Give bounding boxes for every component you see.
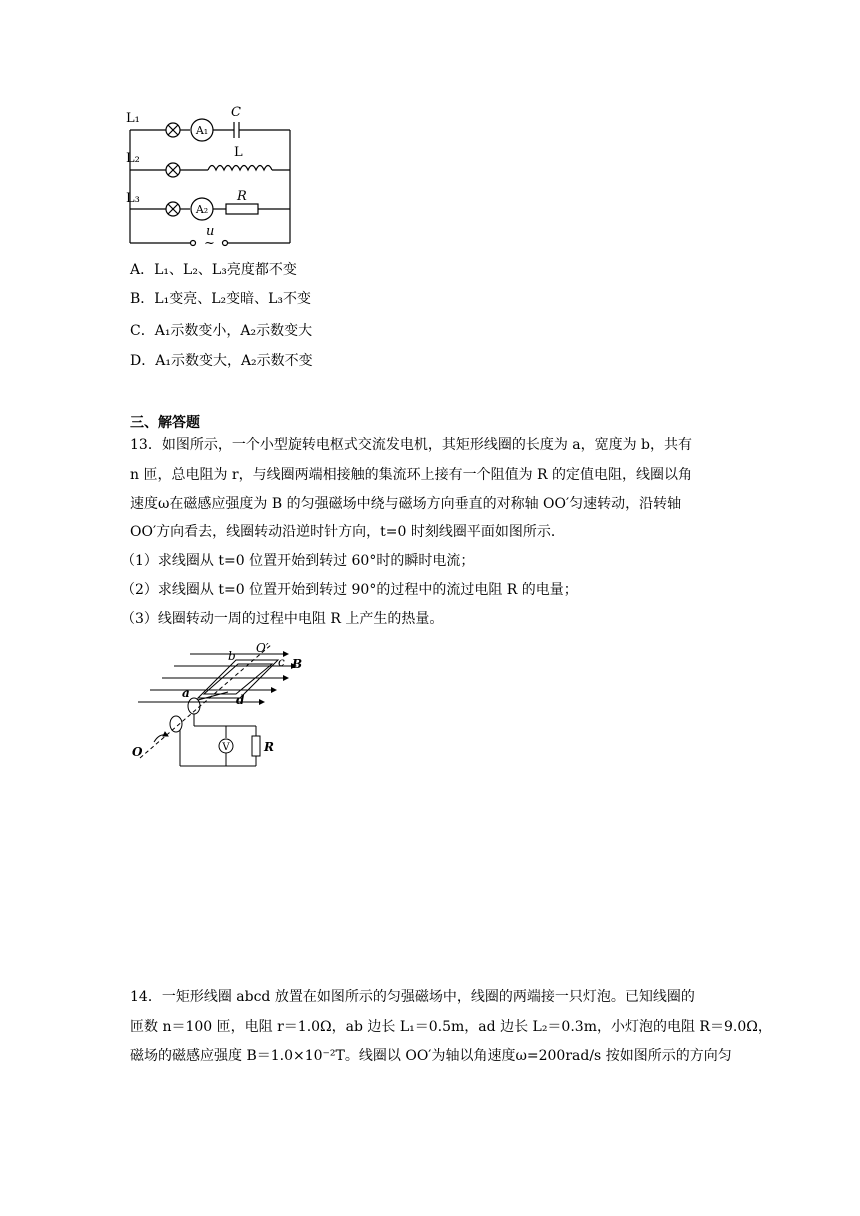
option-a: A．L₁、L₂、L₃亮度都不变 (130, 262, 297, 278)
label-a: a (182, 686, 190, 700)
label-L2: L₂ (126, 151, 140, 166)
q14-line1: 14．一矩形线圈 abcd 放置在如图所示的匀强磁场中，线圈的两端接一只灯泡。已知线圈的 (130, 989, 695, 1005)
label-L3: L₃ (126, 191, 140, 206)
q13-sub3: （3）线圈转动一周的过程中电阻 R 上产生的热量。 (121, 611, 444, 627)
q13-line4: OO′方向看去，线圈转动沿逆时针方向，t=0 时刻线圈平面如图所示． (130, 524, 565, 540)
label-o-prime: O′ (256, 641, 269, 655)
q13-sub2: （2）求线圈从 t=0 位置开始到转过 90°的过程中的流过电阻 R 的电量； (121, 582, 578, 598)
option-b: B．L₁变亮、L₂变暗、L₃不变 (130, 291, 312, 307)
option-d: D．A₁示数变大，A₂示数不变 (130, 353, 313, 369)
q14-line2: 匝数 n＝100 匝，电阻 r＝1.0Ω，ab 边长 L₁＝0.5m，ad 边长 L₂＝0.3m，小灯泡的电阻 R＝9.0Ω， (130, 1019, 772, 1035)
q14-line3: 磁场的磁感应强度 B＝1.0×10⁻²T。线圈以 OO′为轴以角速度ω=200rad/s 按如图所示的方向匀 (130, 1048, 732, 1064)
generator-diagram (128, 640, 318, 768)
label-L: L (234, 145, 243, 160)
circuit-diagram (120, 100, 300, 250)
label-B: B (292, 657, 303, 671)
label-R2: R (264, 740, 274, 754)
label-ac: ~ (204, 236, 215, 250)
q13-line1: 13．如图所示，一个小型旋转电枢式交流发电机，其矩形线圈的长度为 a，宽度为 b，共有 (130, 437, 693, 453)
q13-sub1: （1）求线圈从 t=0 位置开始到转过 60°时的瞬时电流； (121, 553, 475, 569)
section-heading: 三、解答题 (130, 415, 200, 431)
label-A2: A₂ (195, 203, 209, 216)
q13-line2: n 匝，总电阻为 r，与线圈两端相接触的集流环上接有一个阻值为 R 的定值电阻，线圈以角 (130, 467, 693, 483)
label-L1: L₁ (126, 111, 140, 126)
label-d: d (236, 693, 245, 707)
label-A1: A₁ (195, 124, 209, 137)
label-R: R (237, 189, 247, 204)
label-c: c (278, 655, 285, 669)
label-b: b (228, 649, 236, 663)
label-C: C (231, 105, 241, 120)
q13-line3: 速度ω在磁感应强度为 B 的匀强磁场中绕与磁场方向垂直的对称轴 OO′匀速转动，沿转轴 (130, 496, 682, 512)
label-u: u (206, 224, 215, 239)
label-O: O (132, 745, 143, 759)
option-c: C．A₁示数变小，A₂示数变大 (130, 323, 313, 339)
label-V: V (222, 742, 230, 753)
